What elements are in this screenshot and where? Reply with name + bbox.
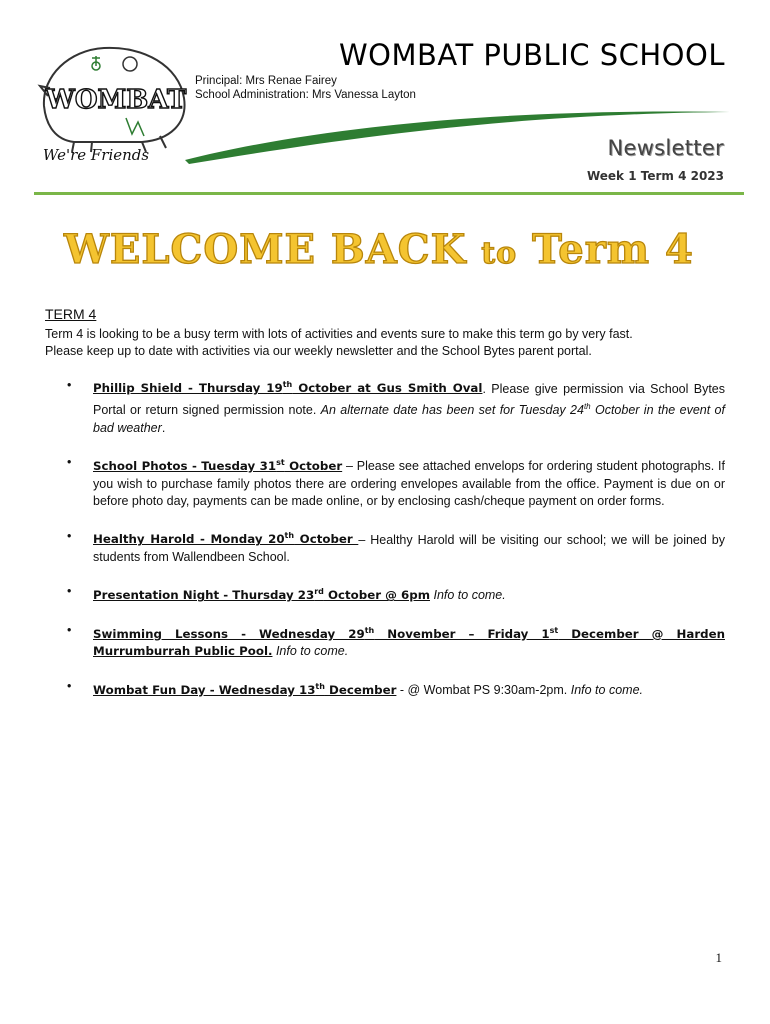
event-note: Info to come. [272, 644, 349, 659]
staff-info [195, 74, 416, 102]
newsletter-label: Newsletter [607, 136, 724, 160]
intro-line-1: Term 4 is looking to be a busy term with lots of activities and events sure to make this term go by very fast. [45, 326, 633, 341]
logo-tagline: We're Friends [42, 146, 150, 164]
header-divider [34, 192, 744, 195]
school-logo [34, 36, 204, 166]
welcome-main: WELCOME BACK [64, 226, 467, 273]
event-title: Healthy Harold - Monday 20th October [93, 531, 359, 547]
section-heading: TERM 4 [45, 306, 97, 322]
event-item-phillip-shield: • Phillip Shield - Thursday 19th October at Gus Smith Oval. Please give permission via School Bytes Portal or return signed permission note. An alternate date has been set for Tuesday 24th October in the event of bad weather. [67, 377, 725, 435]
page-number: 1 [715, 950, 722, 965]
newsletter-body [45, 306, 725, 716]
bullet-icon: • [67, 584, 72, 599]
intro-paragraph [45, 326, 725, 361]
welcome-term: Term 4 [532, 226, 694, 273]
event-note: Info to come. [570, 682, 643, 697]
administration-line: School Administration: Mrs Vanessa Layton [195, 89, 416, 101]
event-text: . Please give permission via School Bytes Portal or return signed permission note. [93, 381, 725, 418]
event-item-school-photos [45, 454, 725, 510]
bullet-icon: • [67, 528, 72, 543]
event-title: Presentation Night - Thursday 23rd October @ 6pm [93, 587, 430, 603]
events-list [45, 377, 725, 700]
event-title: Wombat Fun Day - Wednesday 13th December [93, 681, 397, 697]
event-note: Info to come. [430, 588, 506, 603]
school-name: WOMBAT PUBLIC SCHOOL [339, 38, 725, 72]
welcome-banner [64, 226, 694, 273]
event-title: School Photos - Tuesday 31st October [93, 458, 343, 473]
bullet-icon: • [67, 678, 72, 693]
event-item-healthy-harold [45, 528, 725, 567]
event-item-fun-day [45, 678, 725, 699]
event-text: – Please see attached envelops for ordering student photographs. If you wish to purchase family photos there are ordering envelopes available from the office. Payment is due on or before photo day, payments can be made online, or by enclosing cash/cheque payment on order forms. [93, 459, 726, 508]
event-title: Phillip Shield - Thursday 19th October at Gus Smith Oval [93, 380, 483, 396]
event-title: Swimming Lessons - Wednesday 29th November – Friday 1st December @ Harden Murrumburrah Public Pool. [93, 625, 725, 659]
logo-wordmark: WOMBAT [45, 85, 187, 115]
principal-line: Principal: Mrs Renae Fairey [195, 75, 337, 87]
intro-line-2: Please keep up to date with activities via our weekly newsletter and the School Bytes parent portal. [45, 344, 592, 358]
event-text: – Healthy Harold will be visiting our school; we will be joined by students from Wallendbeen School. [93, 532, 725, 564]
week-label: Week 1 Term 4 2023 [586, 169, 724, 183]
event-text: - @ Wombat PS 9:30am-2pm. [396, 682, 571, 697]
event-note: An alternate date has been set for Tuesday 24th October in the event of bad weather [93, 401, 725, 435]
bullet-icon: • [67, 622, 72, 637]
event-item-swimming-lessons [45, 622, 725, 661]
event-item-presentation-night [45, 583, 725, 604]
bullet-icon: • [67, 377, 72, 392]
bullet-icon: • [67, 455, 72, 470]
welcome-to: to [481, 236, 518, 271]
